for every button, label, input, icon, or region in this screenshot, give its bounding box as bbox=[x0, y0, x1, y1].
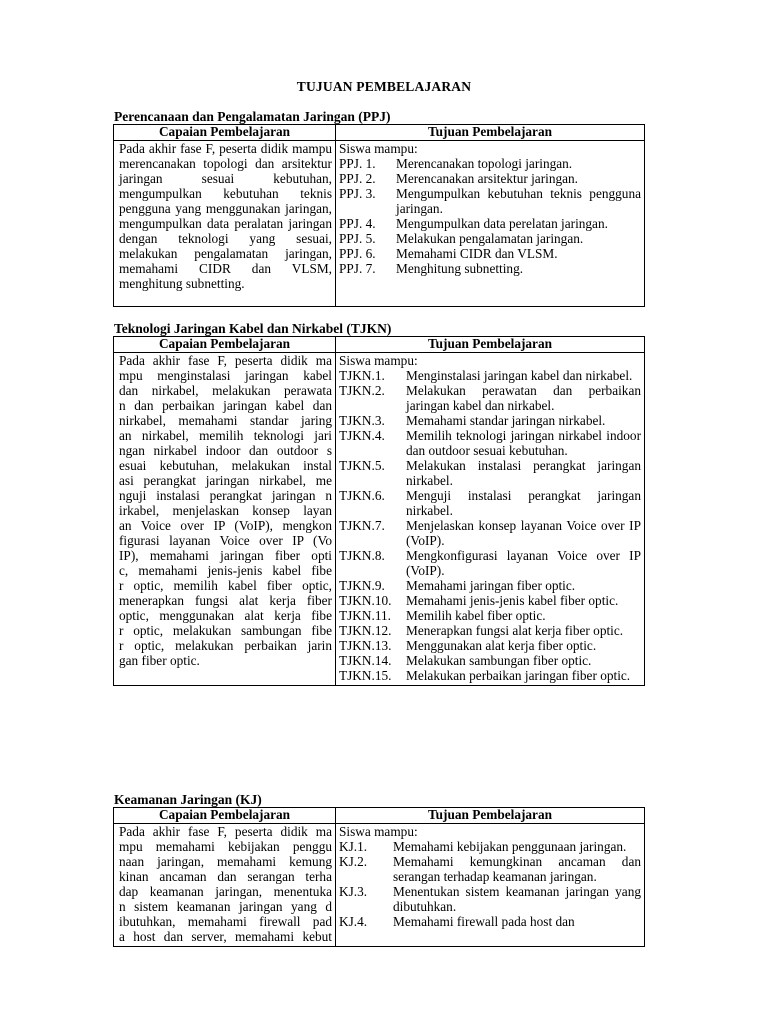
capaian-line: Pada akhir fase F, peserta didik ma bbox=[119, 824, 332, 839]
objective-item bbox=[339, 854, 641, 884]
capaian-line: a host dan server, memahami kebut bbox=[119, 929, 332, 944]
objective-list bbox=[336, 141, 644, 278]
objective-code: TJKN.15. bbox=[339, 668, 392, 683]
capaian-line: n sistem keamanan jaringan yang d bbox=[119, 899, 332, 914]
capaian-text bbox=[114, 353, 335, 668]
objective-text: Melakukan perbaikan jaringan fiber optic. bbox=[406, 668, 631, 683]
objective-text: Menginstalasi jaringan kabel dan nirkabel. bbox=[406, 368, 633, 383]
objective-code: KJ.3. bbox=[339, 884, 368, 899]
objective-item bbox=[339, 653, 641, 668]
tujuan-cell bbox=[336, 141, 645, 307]
objective-code: TJKN.6. bbox=[339, 488, 385, 503]
objective-item bbox=[339, 458, 641, 488]
objective-item bbox=[339, 638, 641, 653]
header-capaian: Capaian Pembelajaran bbox=[114, 125, 336, 141]
table-tjkn bbox=[113, 336, 645, 686]
capaian-line: kinan ancaman dan serangan terha bbox=[119, 869, 332, 884]
objective-item bbox=[339, 383, 641, 413]
objective-text: Menerapkan fungsi alat kerja fiber optic. bbox=[406, 623, 624, 638]
objective-text: Memahami jenis-jenis kabel fiber optic. bbox=[406, 593, 619, 608]
objective-code: TJKN.12. bbox=[339, 623, 392, 638]
capaian-line: dan nirkabel, melakukan perawata bbox=[119, 383, 332, 398]
objective-item bbox=[339, 608, 641, 623]
tujuan-cell bbox=[336, 824, 645, 947]
objective-code: TJKN.9. bbox=[339, 578, 385, 593]
objective-text: Mengkonfigurasi layanan Voice over IP (VoIP). bbox=[406, 548, 641, 578]
objective-text: Menghitung subnetting. bbox=[396, 261, 524, 276]
objective-item bbox=[339, 186, 641, 216]
objective-item bbox=[339, 548, 641, 578]
capaian-line: n dan perbaikan jaringan kabel dan bbox=[119, 398, 332, 413]
objective-text: Memilih teknologi jaringan nirkabel indoor dan outdoor sesuai kebutuhan. bbox=[406, 428, 641, 458]
capaian-line: an Voice over IP (VoIP), mengkon bbox=[119, 518, 332, 533]
objective-text: Menggunakan alat kerja fiber optic. bbox=[406, 638, 597, 653]
objective-code: TJKN.14. bbox=[339, 653, 392, 668]
capaian-line: gan fiber optic. bbox=[119, 653, 200, 668]
capaian-line: IP), memahami jaringan fiber opti bbox=[119, 548, 332, 563]
capaian-text bbox=[114, 824, 335, 946]
objective-item bbox=[339, 413, 641, 428]
capaian-line: mpu menginstalasi jaringan kabel bbox=[119, 368, 332, 383]
capaian-line: r optic, melakukan sambungan fibe bbox=[119, 623, 332, 638]
capaian-text: Pada akhir fase F, peserta didik mampu merencanakan topologi dan arsitektur jaringan sesuai kebutuhan, mengumpulkan kebutuhan teknis pengguna yang menggunakan jaringan, mengumpulkan data peralatan jaringan dengan teknologi yang sesuai, melakukan pengalamatan jaringan, memahami CIDR dan VLSM, menghitung subnetting. bbox=[119, 141, 332, 291]
table-ppj bbox=[113, 124, 645, 307]
objective-code: TJKN.7. bbox=[339, 518, 385, 533]
objective-text: Memahami standar jaringan nirkabel. bbox=[406, 413, 606, 428]
objective-item bbox=[339, 623, 641, 638]
capaian-line: asi perangkat jaringan nirkabel, me bbox=[119, 473, 332, 488]
objective-item bbox=[339, 428, 641, 458]
objective-item bbox=[339, 518, 641, 548]
objective-code: KJ.2. bbox=[339, 854, 368, 869]
objective-item bbox=[339, 578, 641, 593]
objective-code: KJ.4. bbox=[339, 914, 368, 929]
header-tujuan: Tujuan Pembelajaran bbox=[336, 125, 645, 141]
objective-item bbox=[339, 839, 641, 854]
objective-text: Melakukan pengalamatan jaringan. bbox=[396, 231, 584, 246]
capaian-line: nirkabel, memahami standar jaring bbox=[119, 413, 332, 428]
intro-text: Siswa mampu: bbox=[339, 824, 418, 839]
capaian-line: naan jaringan, memahami kemung bbox=[119, 854, 332, 869]
tujuan-cell bbox=[336, 353, 645, 686]
objective-item bbox=[339, 884, 641, 914]
objective-item bbox=[339, 914, 641, 929]
header-capaian: Capaian Pembelajaran bbox=[114, 337, 336, 353]
objective-text: Memahami kebijakan penggunaan jaringan. bbox=[393, 839, 627, 854]
objective-item bbox=[339, 216, 641, 231]
objective-text: Mengumpulkan data perelatan jaringan. bbox=[396, 216, 608, 231]
objective-list bbox=[336, 353, 644, 685]
objective-item bbox=[339, 261, 641, 276]
objective-code: PPJ. 3. bbox=[339, 186, 376, 201]
objective-text: Menguji instalasi perangkat jaringan nirkabel. bbox=[406, 488, 641, 518]
objective-text: Memahami jaringan fiber optic. bbox=[406, 578, 576, 593]
objective-item bbox=[339, 156, 641, 171]
capaian-cell bbox=[114, 141, 336, 307]
objective-code: TJKN.4. bbox=[339, 428, 385, 443]
objective-text: Memahami kemungkinan ancaman dan serangan terhadap keamanan jaringan. bbox=[393, 854, 641, 884]
table-kj bbox=[113, 807, 645, 947]
objective-item bbox=[339, 171, 641, 186]
capaian-line: irkabel, menjelaskan konsep layan bbox=[119, 503, 332, 518]
section-title-tjkn: Teknologi Jaringan Kabel dan Nirkabel (TJKN) bbox=[114, 321, 392, 336]
capaian-line: mpu memahami kebijakan penggu bbox=[119, 839, 332, 854]
objective-code: PPJ. 2. bbox=[339, 171, 376, 186]
capaian-line: figurasi layanan Voice over IP (Vo bbox=[119, 533, 332, 548]
objective-text: Menjelaskan konsep layanan Voice over IP (VoIP). bbox=[406, 518, 641, 548]
page-title: TUJUAN PEMBELAJARAN bbox=[296, 79, 472, 94]
objective-text: Mengumpulkan kebutuhan teknis pengguna jaringan. bbox=[396, 186, 641, 216]
header-tujuan: Tujuan Pembelajaran bbox=[336, 808, 645, 824]
objective-code: TJKN.5. bbox=[339, 458, 385, 473]
capaian-line: menerapkan fungsi alat kerja fiber bbox=[119, 593, 332, 608]
objective-code: PPJ. 1. bbox=[339, 156, 376, 171]
section-title-ppj: Perencanaan dan Pengalamatan Jaringan (PPJ) bbox=[114, 109, 391, 124]
capaian-line: esuai kebutuhan, melakukan instal bbox=[119, 458, 332, 473]
objective-item bbox=[339, 368, 641, 383]
objective-code: TJKN.2. bbox=[339, 383, 385, 398]
objective-list bbox=[336, 824, 644, 946]
capaian-cell bbox=[114, 353, 336, 686]
objective-text: Menentukan sistem keamanan jaringan yang dibutuhkan. bbox=[393, 884, 641, 914]
objective-text: Melakukan instalasi perangkat jaringan nirkabel. bbox=[406, 458, 641, 488]
capaian-line: dap keamanan jaringan, menentuka bbox=[119, 884, 332, 899]
objective-text: Memilih kabel fiber optic. bbox=[406, 608, 546, 623]
capaian-line: ibutuhkan, memahami firewall pad bbox=[119, 914, 332, 929]
objective-text: Merencanakan topologi jaringan. bbox=[396, 156, 573, 171]
objective-code: TJKN.8. bbox=[339, 548, 385, 563]
objective-code: PPJ. 6. bbox=[339, 246, 376, 261]
objective-item bbox=[339, 668, 641, 683]
objective-item bbox=[339, 246, 641, 261]
capaian-line: optic, menggunakan alat kerja fibe bbox=[119, 608, 332, 623]
capaian-line: Pada akhir fase F, peserta didik ma bbox=[119, 353, 332, 368]
capaian-line: nguji instalasi perangkat jaringan n bbox=[119, 488, 332, 503]
header-tujuan: Tujuan Pembelajaran bbox=[336, 337, 645, 353]
objective-code: TJKN.1. bbox=[339, 368, 385, 383]
objective-text: Memahami CIDR dan VLSM. bbox=[396, 246, 558, 261]
capaian-line: r optic, melakukan perbaikan jarin bbox=[119, 638, 332, 653]
objective-code: TJKN.13. bbox=[339, 638, 392, 653]
objective-item bbox=[339, 593, 641, 608]
objective-code: PPJ. 5. bbox=[339, 231, 376, 246]
capaian-line: c, memahami jenis-jenis kabel fibe bbox=[119, 563, 332, 578]
objective-code: TJKN.10. bbox=[339, 593, 392, 608]
objective-code: PPJ. 4. bbox=[339, 216, 376, 231]
objective-item bbox=[339, 231, 641, 246]
capaian-line: ngan nirkabel indoor dan outdoor s bbox=[119, 443, 332, 458]
objective-code: KJ.1. bbox=[339, 839, 368, 854]
capaian-line: an nirkabel, memilih teknologi jari bbox=[119, 428, 332, 443]
capaian-cell bbox=[114, 824, 336, 947]
intro-text: Siswa mampu: bbox=[339, 353, 418, 368]
section-title-kj: Keamanan Jaringan (KJ) bbox=[114, 792, 262, 807]
objective-text: Memahami firewall pada host dan bbox=[393, 914, 575, 929]
capaian-line: r optic, memilih kabel fiber optic, bbox=[119, 578, 332, 593]
objective-code: PPJ. 7. bbox=[339, 261, 376, 276]
header-capaian: Capaian Pembelajaran bbox=[114, 808, 336, 824]
objective-code: TJKN.3. bbox=[339, 413, 385, 428]
objective-item bbox=[339, 488, 641, 518]
objective-text: Melakukan perawatan dan perbaikan jaringan kabel dan nirkabel. bbox=[406, 383, 641, 413]
objective-code: TJKN.11. bbox=[339, 608, 391, 623]
intro-text: Siswa mampu: bbox=[339, 141, 418, 156]
objective-text: Merencanakan arsitektur jaringan. bbox=[396, 171, 579, 186]
objective-text: Melakukan sambungan fiber optic. bbox=[406, 653, 592, 668]
